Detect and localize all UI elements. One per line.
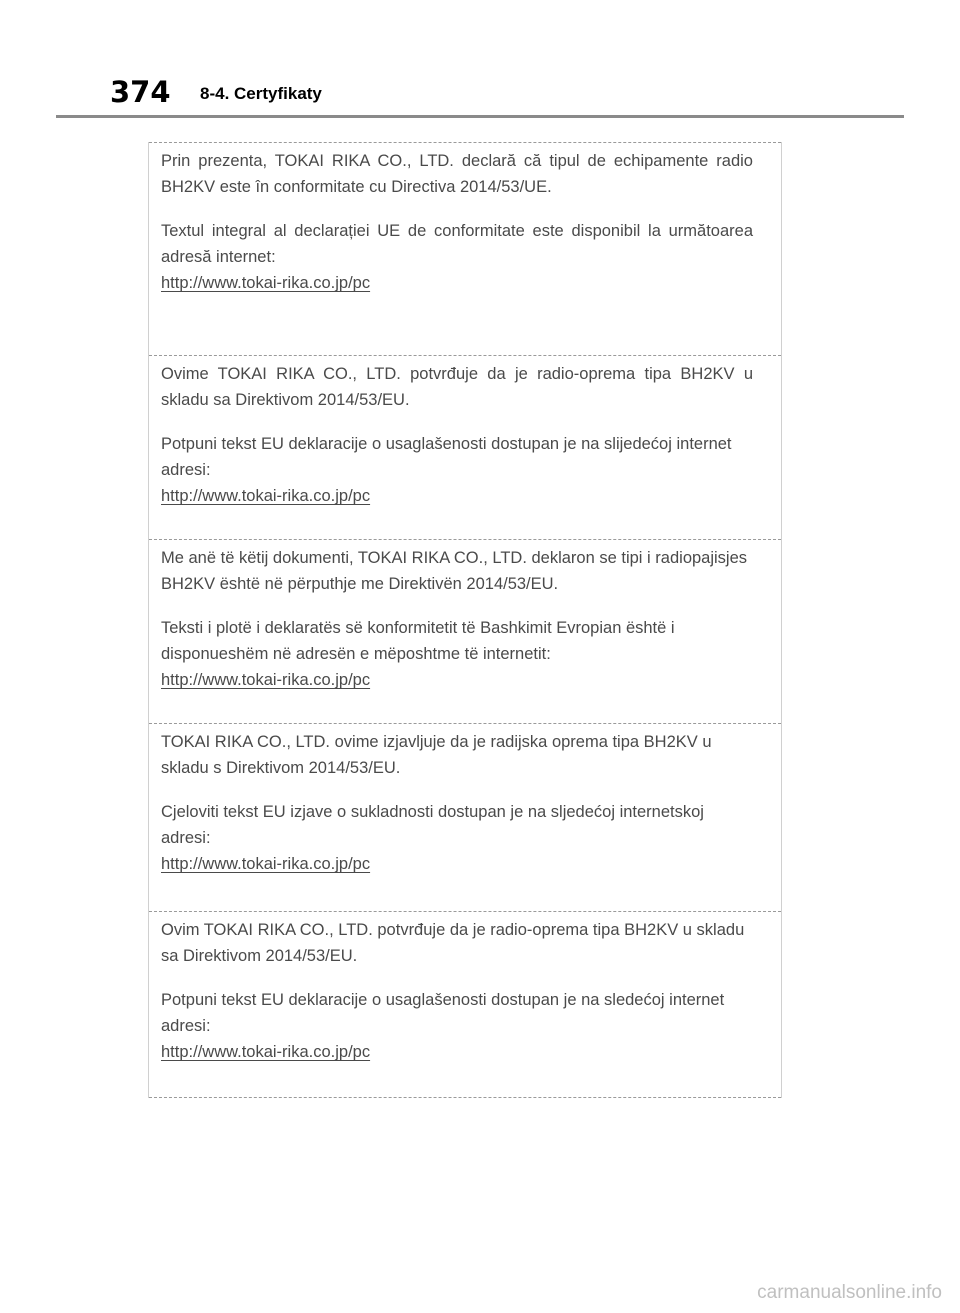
availability-text: Potpuni tekst EU deklaracije o usaglašenosti dostupan je na sledećoj internet adresi: [161,991,725,1035]
page-header [0,0,960,120]
declaration-link[interactable]: http://www.tokai-rika.co.jp/pc [161,487,371,505]
declaration-montenegrin [149,355,781,507]
availability-text: Potpuni tekst EU deklaracije o usaglašenosti dostupan je na slijedećoj internet adresi: [161,435,732,479]
declaration-text: Prin prezenta, TOKAI RIKA CO., LTD. declară că tipul de echipamente radio BH2KV este în conformitate cu Directiva 2014/53/UE. [161,152,753,196]
declaration-text: Ovim TOKAI RIKA CO., LTD. potvrđuje da je radio-oprema tipa BH2KV u skladu sa Direktivom 2014/53/EU. [161,921,745,965]
declaration-text: Me anë të këtij dokumenti, TOKAI RIKA CO., LTD. deklaron se tipi i radiopajisjes BH2KV është në përputhje me Direktivën 2014/53/EU. [161,549,748,593]
declaration-link[interactable]: http://www.tokai-rika.co.jp/pc [161,671,371,689]
availability-text: Teksti i plotë i deklaratës së konformitetit të Bashkimit Evropian është i disponueshëm në adresën e mëposhtme të internetit: [161,619,675,663]
declaration-text: Ovime TOKAI RIKA CO., LTD. potvrđuje da je radio-oprema tipa BH2KV u skladu sa Direktivom 2014/53/EU. [161,365,753,409]
declaration-link[interactable]: http://www.tokai-rika.co.jp/pc [161,855,371,873]
availability-text: Textul integral al declarației UE de conformitate este disponibil la următoarea adresă internet: [161,222,753,266]
declaration-link[interactable]: http://www.tokai-rika.co.jp/pc [161,274,371,292]
section-title: 8-4. Certyfikaty [200,84,322,103]
declaration-albanian [149,539,781,691]
header-divider [56,115,904,118]
page-number: 374 [110,75,171,109]
declaration-link[interactable]: http://www.tokai-rika.co.jp/pc [161,1043,371,1061]
declaration-romanian [149,148,781,294]
declaration-croatian [149,723,781,875]
declaration-serbian [149,911,781,1063]
watermark: carmanualsonline.info [757,1282,942,1303]
declaration-text: TOKAI RIKA CO., LTD. ovime izjavljuje da je radijska oprema tipa BH2KV u skladu s Direktivom 2014/53/EU. [161,733,712,777]
certificate-box [148,142,782,1098]
availability-text: Cjeloviti tekst EU izjave o sukladnosti dostupan je na sljedećoj internetskoj adresi: [161,803,704,847]
